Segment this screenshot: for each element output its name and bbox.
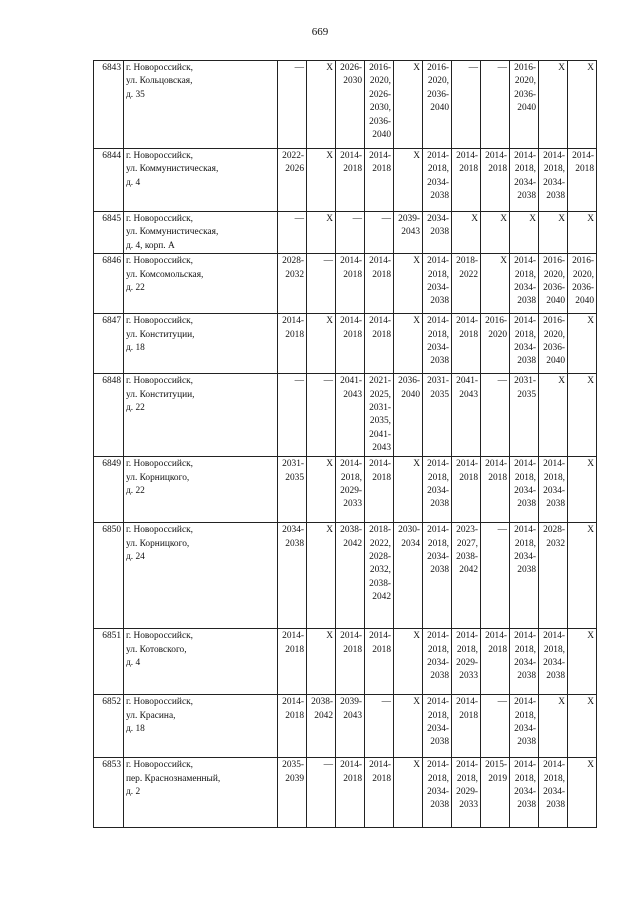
- period-value: 2014- 2018, 2034- 2038: [427, 316, 449, 367]
- period-cell: [278, 758, 307, 828]
- period-value: 2014- 2018: [456, 697, 478, 721]
- period-cell: [365, 758, 394, 828]
- period-value: 2014- 2018, 2034- 2038: [427, 459, 449, 510]
- period-cell: [365, 695, 394, 758]
- period-value: 2014- 2018, 2034- 2038: [543, 151, 565, 202]
- period-cell: [452, 523, 481, 629]
- period-cell: [539, 695, 568, 758]
- period-value: 2014- 2018, 2034- 2038: [514, 151, 536, 202]
- address-cell: г. Новороссийск, ул. Комсомольская, д. 22: [124, 254, 278, 314]
- period-cell: [365, 374, 394, 457]
- period-value: —: [323, 760, 333, 771]
- period-value: —: [497, 376, 507, 387]
- period-value: 2014- 2018: [369, 760, 391, 784]
- period-cell: [394, 314, 423, 374]
- row-number: 6845: [94, 212, 124, 254]
- period-cell: [278, 212, 307, 254]
- period-cell: [394, 254, 423, 314]
- address-cell: г. Новороссийск, ул. Корницкого, д. 24: [124, 523, 278, 629]
- period-value: 2014- 2018: [282, 631, 304, 655]
- period-value: 2014- 2018, 2034- 2038: [514, 459, 536, 510]
- period-cell: [307, 374, 336, 457]
- period-value: 2014- 2018, 2029- 2033: [456, 631, 478, 682]
- period-cell: [452, 374, 481, 457]
- period-cell: [510, 61, 539, 149]
- period-value: X: [413, 256, 420, 267]
- period-value: 2014- 2018, 2034- 2038: [514, 760, 536, 811]
- period-value: 2038- 2042: [340, 525, 362, 549]
- period-cell: [481, 758, 510, 828]
- period-cell: [481, 61, 510, 149]
- period-cell: [336, 523, 365, 629]
- period-value: 2014- 2018: [282, 697, 304, 721]
- period-cell: [336, 212, 365, 254]
- period-value: 2014- 2018: [485, 151, 507, 175]
- period-cell: [307, 695, 336, 758]
- period-value: X: [587, 697, 594, 708]
- period-value: 2014- 2018, 2034- 2038: [427, 697, 449, 748]
- period-value: X: [326, 316, 333, 327]
- period-cell: [278, 629, 307, 695]
- period-value: 2028- 2032: [282, 256, 304, 280]
- period-cell: [423, 523, 452, 629]
- period-cell: [365, 254, 394, 314]
- period-cell: [423, 457, 452, 523]
- period-value: 2014- 2018, 2034- 2038: [543, 631, 565, 682]
- period-value: 2018- 2022: [456, 256, 478, 280]
- period-cell: [394, 695, 423, 758]
- period-cell: [423, 61, 452, 149]
- period-cell: [452, 457, 481, 523]
- period-value: 2014- 2018, 2034- 2038: [514, 316, 536, 367]
- period-cell: [307, 457, 336, 523]
- table-row: [94, 314, 597, 374]
- row-number: 6849: [94, 457, 124, 523]
- period-cell: [278, 523, 307, 629]
- period-value: 2016- 2020, 2026- 2030, 2036- 2040: [369, 63, 391, 141]
- period-cell: [568, 457, 597, 523]
- period-value: X: [500, 214, 507, 224]
- period-cell: [539, 61, 568, 149]
- period-cell: [423, 629, 452, 695]
- row-number: 6846: [94, 254, 124, 314]
- period-value: X: [326, 525, 333, 536]
- period-value: 2014- 2018: [485, 631, 507, 655]
- period-value: 2016- 2020, 2036- 2040: [572, 256, 594, 307]
- row-number: 6847: [94, 314, 124, 374]
- period-value: 2014- 2018: [340, 631, 362, 655]
- period-cell: [278, 149, 307, 212]
- period-value: 2038- 2042: [311, 697, 333, 721]
- period-value: X: [587, 376, 594, 387]
- period-cell: [336, 314, 365, 374]
- period-value: 2028- 2032: [543, 525, 565, 549]
- period-value: X: [558, 63, 565, 73]
- row-number: 6848: [94, 374, 124, 457]
- period-value: 2014- 2018, 2034- 2038: [514, 631, 536, 682]
- period-value: 2031- 2035: [514, 376, 536, 400]
- period-cell: [452, 212, 481, 254]
- period-value: 2014- 2018: [340, 760, 362, 784]
- period-cell: [510, 254, 539, 314]
- period-value: 2016- 2020, 2036- 2040: [427, 63, 449, 114]
- period-cell: [307, 629, 336, 695]
- period-cell: [423, 758, 452, 828]
- period-cell: [568, 758, 597, 828]
- period-cell: [539, 149, 568, 212]
- period-cell: [481, 523, 510, 629]
- period-value: X: [587, 63, 594, 73]
- period-value: X: [326, 459, 333, 470]
- period-value: 2014- 2018, 2034- 2038: [427, 631, 449, 682]
- period-cell: [394, 374, 423, 457]
- period-cell: [539, 374, 568, 457]
- period-cell: [568, 695, 597, 758]
- period-value: —: [497, 697, 507, 708]
- period-cell: [336, 457, 365, 523]
- period-value: 2034- 2038: [282, 525, 304, 549]
- period-value: 2018- 2022, 2028- 2032, 2038- 2042: [369, 525, 391, 603]
- period-cell: [510, 758, 539, 828]
- period-value: 2034- 2038: [427, 214, 449, 238]
- period-cell: [452, 149, 481, 212]
- period-cell: [278, 457, 307, 523]
- table-row: [94, 61, 597, 149]
- period-value: 2016- 2020: [485, 316, 507, 340]
- period-cell: [481, 314, 510, 374]
- period-cell: [336, 758, 365, 828]
- period-value: 2030- 2034: [398, 525, 420, 549]
- table-row: [94, 629, 597, 695]
- period-value: 2031- 2035: [282, 459, 304, 483]
- period-cell: [365, 149, 394, 212]
- period-cell: [365, 629, 394, 695]
- period-value: 2035- 2039: [282, 760, 304, 784]
- period-value: 2023- 2027, 2038- 2042: [456, 525, 478, 576]
- period-value: —: [497, 525, 507, 536]
- address-cell: г. Новороссийск, ул. Конституции, д. 18: [124, 314, 278, 374]
- period-value: 2014- 2018: [282, 316, 304, 340]
- address-cell: г. Новороссийск, ул. Коммунистическая, д. 4, корп. А: [124, 212, 278, 254]
- table-body: [94, 61, 597, 828]
- period-value: 2014- 2018: [572, 151, 594, 175]
- period-cell: [452, 695, 481, 758]
- period-cell: [510, 314, 539, 374]
- period-cell: [394, 629, 423, 695]
- period-cell: [568, 254, 597, 314]
- period-value: 2014- 2018, 2034- 2038: [427, 525, 449, 576]
- period-value: X: [500, 256, 507, 267]
- period-value: X: [326, 214, 333, 224]
- period-value: —: [381, 214, 391, 224]
- table-row: [94, 523, 597, 629]
- row-number: 6853: [94, 758, 124, 828]
- period-value: 2014- 2018: [340, 151, 362, 175]
- period-value: X: [413, 631, 420, 642]
- table-row: [94, 457, 597, 523]
- period-value: 2016- 2020, 2036- 2040: [543, 316, 565, 367]
- address-cell: г. Новороссийск, ул. Корницкого, д. 22: [124, 457, 278, 523]
- period-cell: [510, 212, 539, 254]
- page-number: 669: [311, 26, 329, 38]
- period-value: 2014- 2018, 2029- 2033: [340, 459, 362, 510]
- period-cell: [510, 629, 539, 695]
- period-value: X: [587, 214, 594, 224]
- table-row: [94, 212, 597, 254]
- period-value: X: [471, 214, 478, 224]
- address-cell: г. Новороссийск, ул. Конституции, д. 22: [124, 374, 278, 457]
- period-cell: [307, 314, 336, 374]
- period-value: —: [352, 214, 362, 224]
- period-value: 2016- 2020, 2036- 2040: [514, 63, 536, 114]
- table-row: [94, 149, 597, 212]
- period-value: 2039- 2043: [398, 214, 420, 238]
- period-value: X: [413, 459, 420, 470]
- period-cell: [539, 758, 568, 828]
- period-cell: [452, 758, 481, 828]
- period-cell: [510, 374, 539, 457]
- period-value: X: [587, 459, 594, 470]
- period-cell: [568, 61, 597, 149]
- period-value: 2014- 2018: [340, 316, 362, 340]
- period-cell: [568, 523, 597, 629]
- period-value: —: [323, 256, 333, 267]
- period-cell: [336, 374, 365, 457]
- period-value: X: [529, 214, 536, 224]
- period-value: 2014- 2018: [456, 316, 478, 340]
- period-value: —: [323, 376, 333, 387]
- period-value: X: [326, 631, 333, 642]
- period-cell: [568, 374, 597, 457]
- period-cell: [423, 374, 452, 457]
- row-number: 6852: [94, 695, 124, 758]
- period-cell: [539, 254, 568, 314]
- address-cell: г. Новороссийск, ул. Котовского, д. 4: [124, 629, 278, 695]
- row-number: 6851: [94, 629, 124, 695]
- period-value: 2014- 2018, 2034- 2038: [514, 525, 536, 576]
- period-value: 2014- 2018, 2034- 2038: [427, 151, 449, 202]
- period-value: 2031- 2035: [427, 376, 449, 400]
- row-number: 6844: [94, 149, 124, 212]
- period-cell: [278, 695, 307, 758]
- period-cell: [568, 149, 597, 212]
- period-value: 2014- 2018, 2034- 2038: [543, 459, 565, 510]
- period-cell: [336, 695, 365, 758]
- table-row: [94, 695, 597, 758]
- period-cell: [307, 254, 336, 314]
- period-cell: [481, 695, 510, 758]
- period-cell: [452, 314, 481, 374]
- period-value: 2014- 2018: [369, 151, 391, 175]
- period-cell: [452, 254, 481, 314]
- period-value: 2014- 2018, 2034- 2038: [543, 760, 565, 811]
- period-value: 2021- 2025, 2031- 2035, 2041- 2043: [369, 376, 391, 454]
- row-number: 6843: [94, 61, 124, 149]
- period-value: 2014- 2018, 2034- 2038: [427, 760, 449, 811]
- period-value: —: [381, 697, 391, 708]
- period-value: X: [587, 760, 594, 771]
- address-cell: г. Новороссийск, ул. Коммунистическая, д. 4: [124, 149, 278, 212]
- period-cell: [365, 457, 394, 523]
- period-value: —: [497, 63, 507, 73]
- period-cell: [481, 254, 510, 314]
- period-value: X: [326, 151, 333, 161]
- period-value: 2016- 2020, 2036- 2040: [543, 256, 565, 307]
- period-cell: [394, 149, 423, 212]
- period-cell: [423, 212, 452, 254]
- period-value: —: [294, 376, 304, 387]
- period-cell: [365, 61, 394, 149]
- period-cell: [568, 212, 597, 254]
- period-cell: [510, 149, 539, 212]
- period-cell: [481, 457, 510, 523]
- table-row: [94, 374, 597, 457]
- period-value: 2014- 2018: [369, 631, 391, 655]
- period-cell: [423, 149, 452, 212]
- period-value: X: [413, 151, 420, 161]
- period-cell: [423, 695, 452, 758]
- period-value: X: [413, 760, 420, 771]
- period-cell: [539, 523, 568, 629]
- period-cell: [481, 212, 510, 254]
- period-cell: [278, 374, 307, 457]
- period-value: —: [468, 63, 478, 73]
- period-value: X: [326, 63, 333, 73]
- period-value: —: [294, 63, 304, 73]
- period-cell: [336, 61, 365, 149]
- period-cell: [510, 457, 539, 523]
- period-cell: [365, 212, 394, 254]
- row-number: 6850: [94, 523, 124, 629]
- period-value: 2022- 2026: [282, 151, 304, 175]
- period-value: —: [294, 214, 304, 224]
- period-cell: [278, 314, 307, 374]
- period-cell: [307, 61, 336, 149]
- period-value: 2015- 2019: [485, 760, 507, 784]
- period-value: 2039- 2043: [340, 697, 362, 721]
- period-value: 2041- 2043: [340, 376, 362, 400]
- period-value: 2014- 2018: [456, 459, 478, 483]
- period-value: 2014- 2018: [369, 316, 391, 340]
- period-value: 2036- 2040: [398, 376, 420, 400]
- period-cell: [394, 457, 423, 523]
- period-cell: [568, 314, 597, 374]
- period-value: 2014- 2018, 2034- 2038: [514, 256, 536, 307]
- period-cell: [336, 149, 365, 212]
- period-value: 2014- 2018: [369, 256, 391, 280]
- table-row: [94, 254, 597, 314]
- period-value: X: [413, 316, 420, 327]
- period-cell: [307, 523, 336, 629]
- period-cell: [336, 629, 365, 695]
- period-value: X: [558, 214, 565, 224]
- period-value: 2014- 2018, 2034- 2038: [514, 697, 536, 748]
- period-cell: [481, 149, 510, 212]
- period-cell: [307, 758, 336, 828]
- period-value: 2041- 2043: [456, 376, 478, 400]
- period-cell: [365, 314, 394, 374]
- period-value: X: [413, 697, 420, 708]
- period-cell: [452, 61, 481, 149]
- period-value: X: [587, 525, 594, 536]
- period-value: 2014- 2018: [456, 151, 478, 175]
- period-cell: [423, 254, 452, 314]
- period-cell: [278, 61, 307, 149]
- table-row: [94, 758, 597, 828]
- period-cell: [539, 457, 568, 523]
- period-value: 2014- 2018: [369, 459, 391, 483]
- period-cell: [481, 374, 510, 457]
- period-value: 2014- 2018, 2029- 2033: [456, 760, 478, 811]
- period-cell: [307, 149, 336, 212]
- period-value: 2014- 2018, 2034- 2038: [427, 256, 449, 307]
- period-value: 2026- 2030: [340, 63, 362, 87]
- register-table: [93, 60, 597, 828]
- period-cell: [278, 254, 307, 314]
- period-value: X: [587, 631, 594, 642]
- period-cell: [394, 61, 423, 149]
- period-value: 2014- 2018: [485, 459, 507, 483]
- period-value: X: [413, 63, 420, 73]
- period-cell: [539, 629, 568, 695]
- period-value: X: [558, 376, 565, 387]
- period-cell: [394, 758, 423, 828]
- period-cell: [481, 629, 510, 695]
- period-cell: [539, 212, 568, 254]
- period-value: X: [558, 697, 565, 708]
- period-cell: [336, 254, 365, 314]
- address-cell: г. Новороссийск, ул. Красина, д. 18: [124, 695, 278, 758]
- period-cell: [452, 629, 481, 695]
- address-cell: г. Новороссийск, ул. Кольцовская, д. 35: [124, 61, 278, 149]
- period-cell: [307, 212, 336, 254]
- period-cell: [394, 212, 423, 254]
- period-cell: [568, 629, 597, 695]
- period-value: 2014- 2018: [340, 256, 362, 280]
- period-cell: [510, 695, 539, 758]
- period-cell: [423, 314, 452, 374]
- address-cell: г. Новороссийск, пер. Краснознаменный, д. 2: [124, 758, 278, 828]
- period-cell: [539, 314, 568, 374]
- period-value: X: [587, 316, 594, 327]
- period-cell: [365, 523, 394, 629]
- period-cell: [394, 523, 423, 629]
- period-cell: [510, 523, 539, 629]
